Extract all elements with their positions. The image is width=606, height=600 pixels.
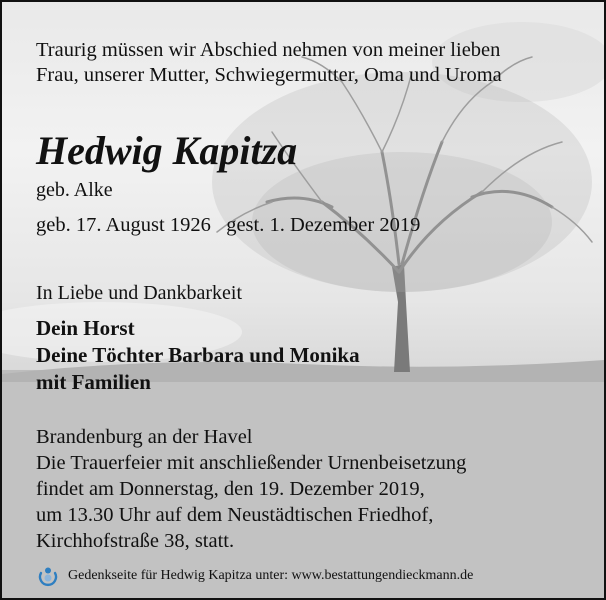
mourner-line: Dein Horst bbox=[36, 316, 135, 340]
mourner-line: Deine Töchter Barbara und Monika bbox=[36, 343, 360, 367]
info-line: um 13.30 Uhr auf dem Neustädtischen Friedhof, bbox=[36, 504, 434, 526]
maiden-name: geb. Alke bbox=[36, 179, 113, 201]
memorial-logo-icon bbox=[36, 564, 60, 588]
mourners-list bbox=[36, 315, 360, 396]
info-line: findet am Donnerstag, den 19. Dezember 2019, bbox=[36, 478, 425, 500]
deceased-name: Hedwig Kapitza bbox=[36, 128, 298, 173]
memorial-page-footer bbox=[36, 562, 473, 590]
info-line: Die Trauerfeier mit anschließender Urnenbeisetzung bbox=[36, 452, 467, 474]
life-dates: geb. 17. August 1926 gest. 1. Dezember 2019 bbox=[36, 214, 421, 236]
memorial-page-link[interactable]: Gedenkseite für Hedwig Kapitza unter: www.bestattungendieckmann.de bbox=[68, 568, 474, 583]
obituary-text bbox=[2, 2, 604, 598]
intro-line: Traurig müssen wir Abschied nehmen von meiner lieben bbox=[36, 39, 501, 61]
info-line: Brandenburg an der Havel bbox=[36, 426, 253, 448]
love-line: In Liebe und Dankbarkeit bbox=[36, 282, 243, 304]
funeral-info bbox=[36, 424, 466, 554]
intro-text bbox=[36, 38, 502, 88]
info-line: Kirchhofstraße 38, statt. bbox=[36, 530, 235, 552]
mourner-line: mit Familien bbox=[36, 370, 151, 394]
intro-line: Frau, unserer Mutter, Schwiegermutter, Oma und Uroma bbox=[36, 64, 502, 86]
